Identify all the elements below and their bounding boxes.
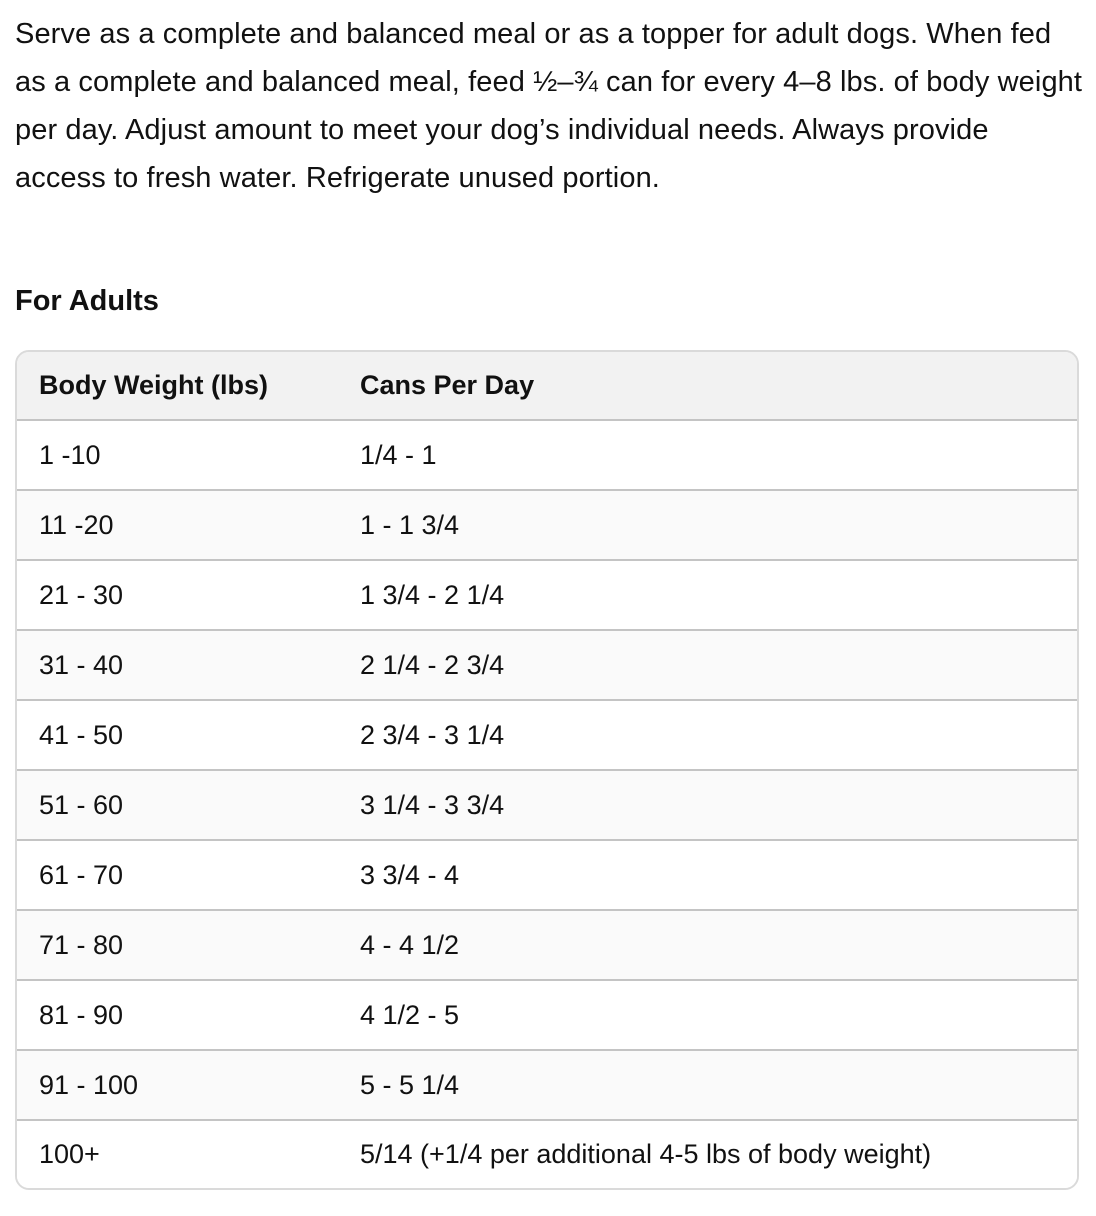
section-heading-for-adults: For Adults xyxy=(15,285,159,317)
table-header-row xyxy=(17,352,1077,420)
cell-body-weight: 51 - 60 xyxy=(17,770,338,840)
cell-cans-per-day: 1 3/4 - 2 1/4 xyxy=(338,560,1077,630)
feeding-table-container xyxy=(15,350,1079,1190)
table-row xyxy=(17,910,1077,980)
cell-cans-per-day: 1 - 1 3/4 xyxy=(338,490,1077,560)
table-row xyxy=(17,1050,1077,1120)
table-row xyxy=(17,840,1077,910)
cell-body-weight: 100+ xyxy=(17,1120,338,1188)
cell-body-weight: 1 -10 xyxy=(17,420,338,490)
table-row xyxy=(17,700,1077,770)
cell-body-weight: 11 -20 xyxy=(17,490,338,560)
table-row xyxy=(17,490,1077,560)
cell-body-weight: 41 - 50 xyxy=(17,700,338,770)
cell-cans-per-day: 5 - 5 1/4 xyxy=(338,1050,1077,1120)
cell-cans-per-day: 3 1/4 - 3 3/4 xyxy=(338,770,1077,840)
cell-cans-per-day: 2 3/4 - 3 1/4 xyxy=(338,700,1077,770)
cell-cans-per-day: 4 - 4 1/2 xyxy=(338,910,1077,980)
table-row xyxy=(17,630,1077,700)
cell-body-weight: 81 - 90 xyxy=(17,980,338,1050)
cell-cans-per-day: 2 1/4 - 2 3/4 xyxy=(338,630,1077,700)
cell-body-weight: 21 - 30 xyxy=(17,560,338,630)
cell-body-weight: 31 - 40 xyxy=(17,630,338,700)
feeding-instructions-paragraph: Serve as a complete and balanced meal or as a topper for adult dogs. When fed as a complete and balanced meal, feed ½–¾ can for every 4–8 lbs. of body weight per day. Adjust amount to meet your dog’s individual needs. Always provide access to fresh water. Refrigerate unused portion. xyxy=(15,18,1083,194)
table-row xyxy=(17,560,1077,630)
table-body xyxy=(17,420,1077,1188)
cell-cans-per-day: 5/14 (+1/4 per additional 4-5 lbs of body weight) xyxy=(338,1120,1077,1188)
table-row xyxy=(17,420,1077,490)
cell-cans-per-day: 3 3/4 - 4 xyxy=(338,840,1077,910)
header-cans-per-day: Cans Per Day xyxy=(338,352,1077,420)
feeding-table xyxy=(17,352,1077,1188)
cell-cans-per-day: 1/4 - 1 xyxy=(338,420,1077,490)
cell-body-weight: 91 - 100 xyxy=(17,1050,338,1120)
table-row xyxy=(17,1120,1077,1188)
cell-body-weight: 61 - 70 xyxy=(17,840,338,910)
cell-cans-per-day: 4 1/2 - 5 xyxy=(338,980,1077,1050)
header-body-weight: Body Weight (lbs) xyxy=(17,352,338,420)
table-row xyxy=(17,770,1077,840)
cell-body-weight: 71 - 80 xyxy=(17,910,338,980)
table-row xyxy=(17,980,1077,1050)
